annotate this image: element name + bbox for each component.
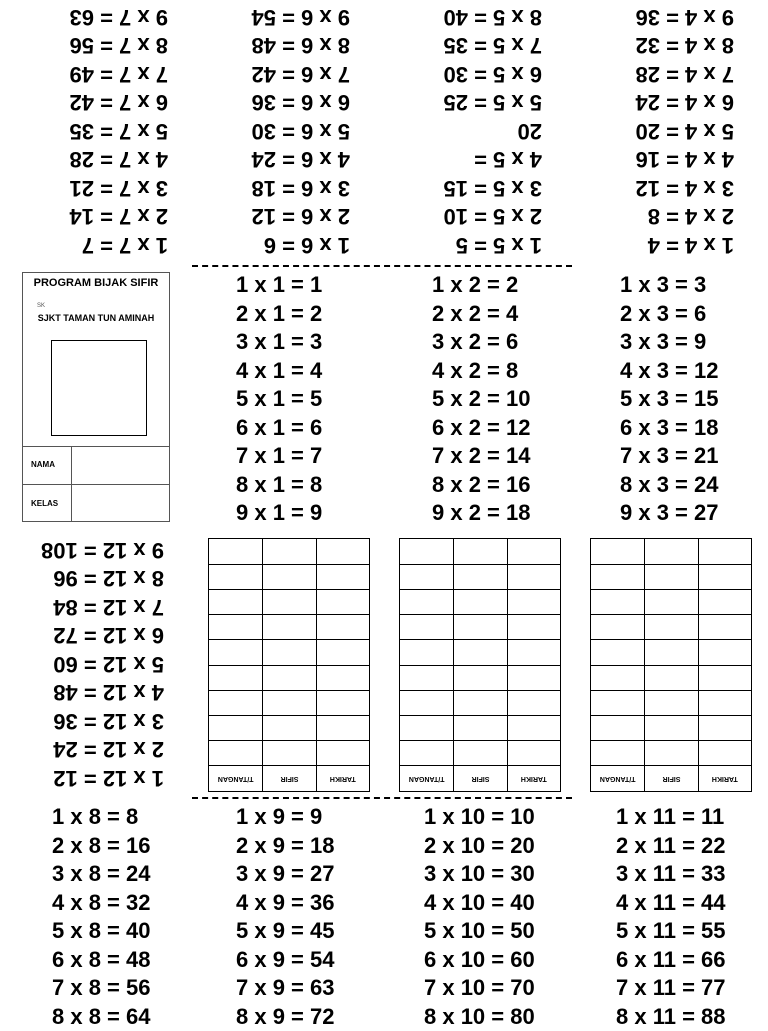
equation: 6 x 8 = 48: [52, 946, 150, 975]
name-field[interactable]: [73, 448, 167, 482]
equation: 6 x 4 = 24: [614, 88, 734, 117]
table-cell[interactable]: [262, 715, 315, 740]
table-cell[interactable]: [316, 564, 369, 589]
equation: 1 x 3 = 3: [620, 271, 718, 300]
cut-line-bottom: [192, 797, 572, 799]
equation: 6 x 12 = 72: [24, 621, 164, 650]
table-5-flipped: [412, 3, 542, 259]
equation: 3 x 2 = 6: [432, 328, 530, 357]
school-name: SJKT TAMAN TUN AMINAH: [23, 313, 169, 323]
equation: 6 x 10 = 60: [424, 946, 535, 975]
equation: 1 x 8 = 8: [52, 803, 150, 832]
table-cell[interactable]: [507, 639, 560, 664]
table-cell[interactable]: [698, 539, 751, 564]
equation: 9 x 3 = 27: [620, 499, 718, 528]
equation: 20: [412, 117, 542, 146]
equation: 1 x 10 = 10: [424, 803, 535, 832]
table-cell[interactable]: [316, 589, 369, 614]
table-cell[interactable]: [698, 639, 751, 664]
table-7-flipped: [48, 3, 168, 259]
equation: 2 x 1 = 2: [236, 300, 322, 329]
table-cell[interactable]: [698, 564, 751, 589]
equation: 4 x 11 = 44: [616, 889, 726, 918]
equation: 2 x 4 = 8: [614, 202, 734, 231]
divider: [23, 446, 169, 447]
equation: 5 x 3 = 15: [620, 385, 718, 414]
record-table-1: [208, 538, 370, 792]
table-cell[interactable]: [209, 740, 262, 765]
equation: 6 x 1 = 6: [236, 414, 322, 443]
equation: 5 x 7 = 35: [48, 117, 168, 146]
equation: 3 x 9 = 27: [236, 860, 334, 889]
table-cell[interactable]: [507, 690, 560, 715]
equation: 4 x 1 = 4: [236, 357, 322, 386]
equation: 2 x 2 = 4: [432, 300, 530, 329]
table-cell[interactable]: [644, 665, 697, 690]
equation: 7 x 2 = 14: [432, 442, 530, 471]
equation: 5 x 8 = 40: [52, 917, 150, 946]
divider: [71, 446, 72, 522]
table-cell[interactable]: [316, 639, 369, 664]
table-cell[interactable]: [209, 690, 262, 715]
table-cell[interactable]: [400, 639, 453, 664]
table-cell[interactable]: [262, 614, 315, 639]
table-cell[interactable]: [400, 665, 453, 690]
equation: 1 x 1 = 1: [236, 271, 322, 300]
table-6-flipped: [230, 3, 350, 259]
table-11: [616, 803, 726, 1031]
table-cell[interactable]: [453, 740, 506, 765]
table-10: [424, 803, 535, 1031]
equation: 4 x 3 = 12: [620, 357, 718, 386]
equation: 9 x 7 = 63: [48, 3, 168, 32]
table-1: [236, 271, 322, 528]
table-cell[interactable]: [591, 589, 644, 614]
equation: 6 x 6 = 36: [230, 88, 350, 117]
equation: 9 x 4 = 36: [614, 3, 734, 32]
table-cell[interactable]: [400, 589, 453, 614]
equation: 5 x 5 = 25: [412, 88, 542, 117]
table-cell[interactable]: [262, 539, 315, 564]
equation: 2 x 8 = 16: [52, 832, 150, 861]
table-cell[interactable]: [591, 690, 644, 715]
divider: [23, 484, 169, 485]
table-cell[interactable]: [453, 665, 506, 690]
table-cell[interactable]: [698, 690, 751, 715]
equation: 7 x 7 = 49: [48, 60, 168, 89]
table-cell[interactable]: [644, 589, 697, 614]
column-header-table: SIFIR: [644, 765, 697, 791]
table-cell[interactable]: [400, 715, 453, 740]
equation: 8 x 3 = 24: [620, 471, 718, 500]
table-cell[interactable]: [316, 614, 369, 639]
table-cell[interactable]: [453, 690, 506, 715]
table-cell[interactable]: [209, 539, 262, 564]
table-cell[interactable]: [507, 539, 560, 564]
table-cell[interactable]: [507, 715, 560, 740]
equation: 6 x 9 = 54: [236, 946, 334, 975]
equation: 5 x 4 = 20: [614, 117, 734, 146]
table-cell[interactable]: [400, 740, 453, 765]
column-header-signature: T/TANGAN: [591, 765, 644, 791]
equation: 5 x 11 = 55: [616, 917, 726, 946]
equation: 7 x 9 = 63: [236, 974, 334, 1003]
equation: 7 x 6 = 42: [230, 60, 350, 89]
table-cell[interactable]: [644, 690, 697, 715]
student-id-card: [22, 272, 170, 522]
equation: 3 x 4 = 12: [614, 174, 734, 203]
equation: 1 x 6 = 6: [230, 231, 350, 260]
column-header-table: SIFIR: [453, 765, 506, 791]
equation: 7 x 1 = 7: [236, 442, 322, 471]
cut-line-top: [192, 265, 572, 267]
equation: 4 x 10 = 40: [424, 889, 535, 918]
equation: 2 x 12 = 24: [24, 735, 164, 764]
equation: 1 x 12 = 12: [24, 764, 164, 793]
table-cell[interactable]: [591, 665, 644, 690]
column-header-signature: T/TANGAN: [209, 765, 262, 791]
record-table-2: [399, 538, 561, 792]
table-cell[interactable]: [209, 715, 262, 740]
equation: 4 x 4 = 16: [614, 145, 734, 174]
equation: 6 x 11 = 66: [616, 946, 726, 975]
equation: 8 x 9 = 72: [236, 1003, 334, 1031]
table-cell[interactable]: [644, 564, 697, 589]
equation: 7 x 8 = 56: [52, 974, 150, 1003]
table-cell[interactable]: [507, 564, 560, 589]
table-cell[interactable]: [698, 614, 751, 639]
equation: 5 x 10 = 50: [424, 917, 535, 946]
equation: 9 x 2 = 18: [432, 499, 530, 528]
equation: 1 x 9 = 9: [236, 803, 334, 832]
equation: 3 x 5 = 15: [412, 174, 542, 203]
program-title: PROGRAM BIJAK SIFIR: [23, 277, 169, 289]
equation: 4 x 2 = 8: [432, 357, 530, 386]
photo-box[interactable]: [51, 340, 147, 436]
table-cell[interactable]: [262, 690, 315, 715]
table-cell[interactable]: [591, 740, 644, 765]
table-cell[interactable]: [400, 539, 453, 564]
equation: 8 x 5 = 40: [412, 3, 542, 32]
equation: 2 x 6 = 12: [230, 202, 350, 231]
table-cell[interactable]: [644, 715, 697, 740]
equation: 8 x 6 = 48: [230, 31, 350, 60]
table-cell[interactable]: [400, 564, 453, 589]
column-header-date: TARIKH: [698, 765, 751, 791]
table-cell[interactable]: [644, 639, 697, 664]
equation: 7 x 5 = 35: [412, 31, 542, 60]
equation: 6 x 3 = 18: [620, 414, 718, 443]
equation: 2 x 9 = 18: [236, 832, 334, 861]
equation: 1 x 4 = 4: [614, 231, 734, 260]
equation: 7 x 3 = 21: [620, 442, 718, 471]
table-cell[interactable]: [453, 539, 506, 564]
equation: 8 x 11 = 88: [616, 1003, 726, 1031]
equation: 2 x 11 = 22: [616, 832, 726, 861]
table-cell[interactable]: [209, 665, 262, 690]
equation: 3 x 3 = 9: [620, 328, 718, 357]
table-cell[interactable]: [453, 614, 506, 639]
table-cell[interactable]: [507, 614, 560, 639]
equation: 5 x 1 = 5: [236, 385, 322, 414]
equation: 6 x 5 = 30: [412, 60, 542, 89]
class-label: KELAS: [31, 499, 58, 508]
equation: 2 x 10 = 20: [424, 832, 535, 861]
table-cell[interactable]: [209, 614, 262, 639]
equation: 9 x 12 = 108: [24, 536, 164, 565]
equation: 7 x 4 = 28: [614, 60, 734, 89]
table-2: [432, 271, 530, 528]
table-cell[interactable]: [262, 564, 315, 589]
equation: 7 x 10 = 70: [424, 974, 535, 1003]
table-cell[interactable]: [209, 564, 262, 589]
table-cell[interactable]: [316, 690, 369, 715]
table-cell[interactable]: [209, 589, 262, 614]
equation: 8 x 8 = 64: [52, 1003, 150, 1031]
record-table-3: [590, 538, 752, 792]
table-cell[interactable]: [316, 665, 369, 690]
equation: 8 x 7 = 56: [48, 31, 168, 60]
column-header-date: TARIKH: [316, 765, 369, 791]
card-mark: SK: [37, 303, 45, 309]
table-cell[interactable]: [698, 740, 751, 765]
table-cell[interactable]: [262, 589, 315, 614]
equation: 7 x 12 = 84: [24, 593, 164, 622]
equation: 3 x 7 = 21: [48, 174, 168, 203]
table-cell[interactable]: [644, 614, 697, 639]
equation: 9 x 1 = 9: [236, 499, 322, 528]
equation: 5 x 9 = 45: [236, 917, 334, 946]
equation: 2 x 5 = 10: [412, 202, 542, 231]
table-4-flipped: [614, 3, 734, 259]
table-cell[interactable]: [644, 740, 697, 765]
table-cell[interactable]: [316, 539, 369, 564]
equation: 8 x 1 = 8: [236, 471, 322, 500]
table-cell[interactable]: [698, 665, 751, 690]
table-cell[interactable]: [698, 589, 751, 614]
table-cell[interactable]: [262, 740, 315, 765]
equation: 4 x 9 = 36: [236, 889, 334, 918]
equation: 3 x 6 = 18: [230, 174, 350, 203]
equation: 6 x 2 = 12: [432, 414, 530, 443]
equation: 6 x 7 = 42: [48, 88, 168, 117]
equation: 8 x 12 = 96: [24, 564, 164, 593]
table-cell[interactable]: [507, 740, 560, 765]
equation: 2 x 7 = 14: [48, 202, 168, 231]
table-cell[interactable]: [591, 715, 644, 740]
class-field[interactable]: [73, 486, 167, 520]
equation: 1 x 7 = 7: [48, 231, 168, 260]
equation: 4 x 6 = 24: [230, 145, 350, 174]
equation: 8 x 2 = 16: [432, 471, 530, 500]
table-cell[interactable]: [316, 715, 369, 740]
table-cell[interactable]: [698, 715, 751, 740]
table-cell[interactable]: [262, 639, 315, 664]
equation: 8 x 4 = 32: [614, 31, 734, 60]
table-cell[interactable]: [209, 639, 262, 664]
table-cell[interactable]: [262, 665, 315, 690]
table-12-flipped: [24, 536, 164, 792]
table-cell[interactable]: [400, 614, 453, 639]
table-cell[interactable]: [453, 639, 506, 664]
table-cell[interactable]: [453, 715, 506, 740]
column-header-table: SIFIR: [262, 765, 315, 791]
equation: 2 x 3 = 6: [620, 300, 718, 329]
name-label: NAMA: [31, 460, 55, 469]
equation: 7 x 11 = 77: [616, 974, 726, 1003]
equation: 3 x 1 = 3: [236, 328, 322, 357]
table-cell[interactable]: [400, 690, 453, 715]
equation: 9 x 6 = 54: [230, 3, 350, 32]
equation: 3 x 11 = 33: [616, 860, 726, 889]
equation: 3 x 8 = 24: [52, 860, 150, 889]
column-header-signature: T/TANGAN: [400, 765, 453, 791]
table-cell[interactable]: [507, 589, 560, 614]
equation: 4 x 7 = 28: [48, 145, 168, 174]
table-cell[interactable]: [316, 740, 369, 765]
table-cell[interactable]: [591, 564, 644, 589]
equation: 8 x 10 = 80: [424, 1003, 535, 1031]
table-cell[interactable]: [591, 539, 644, 564]
table-cell[interactable]: [507, 665, 560, 690]
equation: 1 x 2 = 2: [432, 271, 530, 300]
table-9: [236, 803, 334, 1031]
equation: 5 x 12 = 60: [24, 650, 164, 679]
equation: 1 x 11 = 11: [616, 803, 726, 832]
table-cell[interactable]: [644, 539, 697, 564]
table-cell[interactable]: [453, 564, 506, 589]
equation: 5 x 2 = 10: [432, 385, 530, 414]
equation: 1 x 5 = 5: [412, 231, 542, 260]
table-cell[interactable]: [591, 614, 644, 639]
table-cell[interactable]: [591, 639, 644, 664]
table-3: [620, 271, 718, 528]
equation: 3 x 10 = 30: [424, 860, 535, 889]
table-8: [52, 803, 150, 1031]
equation: 5 x 6 = 30: [230, 117, 350, 146]
table-cell[interactable]: [453, 589, 506, 614]
equation: 4 x 5 =: [412, 145, 542, 174]
equation: 3 x 12 = 36: [24, 707, 164, 736]
column-header-date: TARIKH: [507, 765, 560, 791]
equation: 4 x 12 = 48: [24, 678, 164, 707]
equation: 4 x 8 = 32: [52, 889, 150, 918]
